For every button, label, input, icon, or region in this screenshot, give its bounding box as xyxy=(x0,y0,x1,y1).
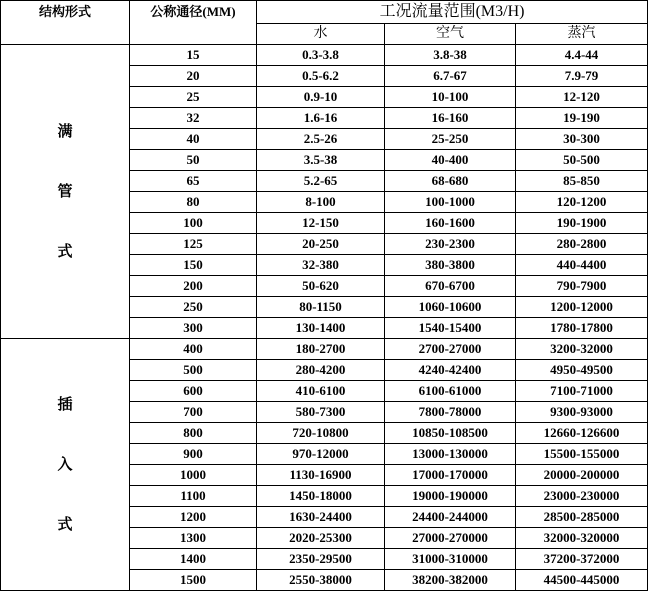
steam-flow-cell: 3200-32000 xyxy=(516,339,648,360)
water-flow-cell: 5.2-65 xyxy=(257,171,385,192)
nominal-diameter-cell: 32 xyxy=(130,108,257,129)
table-row xyxy=(1,45,648,66)
air-flow-cell: 68-680 xyxy=(385,171,516,192)
water-flow-cell: 8-100 xyxy=(257,192,385,213)
air-flow-cell: 16-160 xyxy=(385,108,516,129)
steam-flow-cell: 280-2800 xyxy=(516,234,648,255)
header-row xyxy=(1,1,648,24)
water-flow-cell: 3.5-38 xyxy=(257,150,385,171)
air-flow-cell: 380-3800 xyxy=(385,255,516,276)
air-flow-cell: 27000-270000 xyxy=(385,528,516,549)
header-flow-range: 工况流量范围(M3/H) xyxy=(257,1,648,24)
water-flow-cell: 20-250 xyxy=(257,234,385,255)
steam-flow-cell: 9300-93000 xyxy=(516,402,648,423)
steam-flow-cell: 4.4-44 xyxy=(516,45,648,66)
steam-flow-cell: 12-120 xyxy=(516,87,648,108)
water-flow-cell: 720-10800 xyxy=(257,423,385,444)
nominal-diameter-cell: 1200 xyxy=(130,507,257,528)
steam-flow-cell: 44500-445000 xyxy=(516,570,648,591)
structure-type-char: 入 xyxy=(57,456,73,473)
structure-type-char: 式 xyxy=(57,243,73,260)
header-nominal-diameter: 公称通径(MM) xyxy=(130,1,257,45)
air-flow-cell: 1540-15400 xyxy=(385,318,516,339)
air-flow-cell: 230-2300 xyxy=(385,234,516,255)
nominal-diameter-cell: 125 xyxy=(130,234,257,255)
water-flow-cell: 410-6100 xyxy=(257,381,385,402)
air-flow-cell: 3.8-38 xyxy=(385,45,516,66)
steam-flow-cell: 85-850 xyxy=(516,171,648,192)
water-flow-cell: 2.5-26 xyxy=(257,129,385,150)
steam-flow-cell: 190-1900 xyxy=(516,213,648,234)
water-flow-cell: 2350-29500 xyxy=(257,549,385,570)
header-structure-type: 结构形式 xyxy=(1,1,130,45)
water-flow-cell: 0.5-6.2 xyxy=(257,66,385,87)
water-flow-cell: 580-7300 xyxy=(257,402,385,423)
steam-flow-cell: 23000-230000 xyxy=(516,486,648,507)
nominal-diameter-cell: 40 xyxy=(130,129,257,150)
nominal-diameter-cell: 500 xyxy=(130,360,257,381)
nominal-diameter-cell: 250 xyxy=(130,297,257,318)
air-flow-cell: 6100-61000 xyxy=(385,381,516,402)
nominal-diameter-cell: 20 xyxy=(130,66,257,87)
water-flow-cell: 0.3-3.8 xyxy=(257,45,385,66)
water-flow-cell: 1630-24400 xyxy=(257,507,385,528)
steam-flow-cell: 20000-200000 xyxy=(516,465,648,486)
nominal-diameter-cell: 1500 xyxy=(130,570,257,591)
steam-flow-cell: 440-4400 xyxy=(516,255,648,276)
nominal-diameter-cell: 25 xyxy=(130,87,257,108)
nominal-diameter-cell: 800 xyxy=(130,423,257,444)
water-flow-cell: 1450-18000 xyxy=(257,486,385,507)
water-flow-cell: 0.9-10 xyxy=(257,87,385,108)
air-flow-cell: 17000-170000 xyxy=(385,465,516,486)
water-flow-cell: 180-2700 xyxy=(257,339,385,360)
water-flow-cell: 130-1400 xyxy=(257,318,385,339)
water-flow-cell: 50-620 xyxy=(257,276,385,297)
air-flow-cell: 19000-190000 xyxy=(385,486,516,507)
water-flow-cell: 12-150 xyxy=(257,213,385,234)
air-flow-cell: 1060-10600 xyxy=(385,297,516,318)
structure-type-group xyxy=(1,45,130,339)
nominal-diameter-cell: 700 xyxy=(130,402,257,423)
air-flow-cell: 6.7-67 xyxy=(385,66,516,87)
nominal-diameter-cell: 1100 xyxy=(130,486,257,507)
air-flow-cell: 24400-244000 xyxy=(385,507,516,528)
steam-flow-cell: 30-300 xyxy=(516,129,648,150)
steam-flow-cell: 120-1200 xyxy=(516,192,648,213)
steam-flow-cell: 37200-372000 xyxy=(516,549,648,570)
water-flow-cell: 2020-25300 xyxy=(257,528,385,549)
nominal-diameter-cell: 1400 xyxy=(130,549,257,570)
water-flow-cell: 1.6-16 xyxy=(257,108,385,129)
steam-flow-cell: 19-190 xyxy=(516,108,648,129)
air-flow-cell: 38200-382000 xyxy=(385,570,516,591)
water-flow-cell: 80-1150 xyxy=(257,297,385,318)
water-flow-cell: 2550-38000 xyxy=(257,570,385,591)
water-flow-cell: 1130-16900 xyxy=(257,465,385,486)
air-flow-cell: 2700-27000 xyxy=(385,339,516,360)
air-flow-cell: 4240-42400 xyxy=(385,360,516,381)
structure-type-group xyxy=(1,339,130,591)
nominal-diameter-cell: 1300 xyxy=(130,528,257,549)
water-flow-cell: 280-4200 xyxy=(257,360,385,381)
nominal-diameter-cell: 1000 xyxy=(130,465,257,486)
air-flow-cell: 10-100 xyxy=(385,87,516,108)
nominal-diameter-cell: 400 xyxy=(130,339,257,360)
nominal-diameter-cell: 15 xyxy=(130,45,257,66)
table-row xyxy=(1,339,648,360)
steam-flow-cell: 7.9-79 xyxy=(516,66,648,87)
nominal-diameter-cell: 300 xyxy=(130,318,257,339)
steam-flow-cell: 28500-285000 xyxy=(516,507,648,528)
structure-type-char: 满 xyxy=(57,123,73,140)
steam-flow-cell: 4950-49500 xyxy=(516,360,648,381)
steam-flow-cell: 790-7900 xyxy=(516,276,648,297)
structure-type-char: 式 xyxy=(57,516,73,533)
steam-flow-cell: 1200-12000 xyxy=(516,297,648,318)
air-flow-cell: 10850-108500 xyxy=(385,423,516,444)
steam-flow-cell: 12660-126600 xyxy=(516,423,648,444)
nominal-diameter-cell: 200 xyxy=(130,276,257,297)
steam-flow-cell: 15500-155000 xyxy=(516,444,648,465)
header-media-water: 水 xyxy=(257,24,385,45)
water-flow-cell: 970-12000 xyxy=(257,444,385,465)
air-flow-cell: 25-250 xyxy=(385,129,516,150)
structure-type-char: 插 xyxy=(57,396,73,413)
air-flow-cell: 7800-78000 xyxy=(385,402,516,423)
air-flow-cell: 100-1000 xyxy=(385,192,516,213)
air-flow-cell: 670-6700 xyxy=(385,276,516,297)
nominal-diameter-cell: 50 xyxy=(130,150,257,171)
water-flow-cell: 32-380 xyxy=(257,255,385,276)
steam-flow-cell: 1780-17800 xyxy=(516,318,648,339)
nominal-diameter-cell: 600 xyxy=(130,381,257,402)
nominal-diameter-cell: 150 xyxy=(130,255,257,276)
air-flow-cell: 40-400 xyxy=(385,150,516,171)
steam-flow-cell: 32000-320000 xyxy=(516,528,648,549)
structure-type-char: 管 xyxy=(57,183,73,200)
air-flow-cell: 160-1600 xyxy=(385,213,516,234)
air-flow-cell: 13000-130000 xyxy=(385,444,516,465)
steam-flow-cell: 50-500 xyxy=(516,150,648,171)
air-flow-cell: 31000-310000 xyxy=(385,549,516,570)
header-media-steam: 蒸汽 xyxy=(516,24,648,45)
nominal-diameter-cell: 100 xyxy=(130,213,257,234)
nominal-diameter-cell: 65 xyxy=(130,171,257,192)
nominal-diameter-cell: 900 xyxy=(130,444,257,465)
header-media-air: 空气 xyxy=(385,24,516,45)
steam-flow-cell: 7100-71000 xyxy=(516,381,648,402)
nominal-diameter-cell: 80 xyxy=(130,192,257,213)
